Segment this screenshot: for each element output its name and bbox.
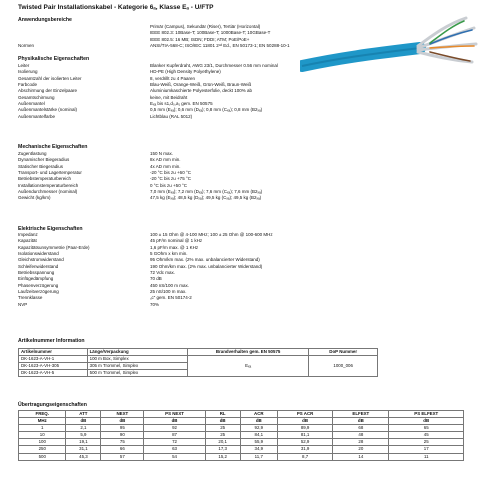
spec-row: IEEE 802.3: 10Base-T; 100Base-T; 1000Base-T; 10GBase-T: [150, 30, 271, 36]
col-header: RL: [205, 411, 240, 418]
section-heading-anwendung: Anwendungsbereiche: [18, 17, 72, 23]
spec-row: Leiter Blanker Kupferdraht, AWG 23/1, Durchmesser 0.56 mm nominal: [18, 63, 278, 68]
cell: 66: [101, 446, 144, 453]
col-header: Brandverhalten gem. EN 50575: [187, 349, 308, 356]
col-header: ATT: [66, 411, 101, 418]
transmission-table: [18, 410, 464, 461]
cell: 25: [205, 432, 240, 439]
spec-row: Impedanz 100 ± 15 Ohm @ 4-100 MHz; 100 ± 25 Ohm @ 100-600 MHz: [18, 232, 273, 237]
col-header: NEXT: [101, 411, 144, 418]
cell: 45,3: [66, 453, 101, 460]
unit-cell: dB: [144, 418, 205, 425]
spec-row: Isolierung HD-PE (High Density Polyethylene): [18, 69, 221, 75]
cell: 84,1: [240, 432, 277, 439]
spec-row: Laufzeitverzögerung 25 nS/100 m max.: [18, 289, 187, 295]
table-header-row: [19, 349, 378, 356]
cell: 14: [333, 453, 389, 460]
cell: 90: [101, 432, 144, 439]
col-header: PS NEXT: [144, 411, 205, 418]
cell-dop-nummer: 1000_006: [309, 356, 378, 377]
table-row: [19, 356, 378, 363]
spec-row: Gesamtschirmung keine, mit Beidraht: [18, 94, 188, 100]
section-mechanisch: [18, 151, 308, 202]
section-heading-uebertragung: Übertragungseigenschaften: [18, 402, 87, 408]
cell: 20: [333, 446, 389, 453]
spec-row: Transport- und Lagertemperatur -20 °C bis zu +60 °C: [18, 170, 191, 176]
spec-row: Trennklasse „c“ gem. EN 50174-2: [18, 295, 192, 301]
cell-laenge: 100 m Box, Simplex: [87, 356, 187, 363]
spec-row: Phasenverzögerung 450 nS/100 m max.: [18, 282, 190, 288]
cell: 95: [101, 425, 144, 432]
col-header: ELFEXT: [333, 411, 389, 418]
cell: 2,1: [66, 425, 101, 432]
section-heading-physikalisch: Physikalische Eigenschaften: [18, 56, 90, 62]
cell-artikelnummer: DK-1623-A-VH-5: [19, 370, 88, 377]
cell: 45: [389, 432, 464, 439]
col-header: DoP Nummer: [309, 349, 378, 356]
spec-row: Außendurchmesser (nominal) 7,0 mm (Eₓₐ); 7,2 mm (Dₓₐ); 7,6 mm (Cₓₐ); 7,6 mm (B2ₓₐ): [18, 189, 263, 195]
cell: 65: [389, 425, 464, 432]
cell-brandverhalten: Eₓₐ: [187, 356, 308, 377]
unit-cell: dB: [389, 418, 464, 425]
cell-artikelnummer: DK-1623-A-VH-1: [19, 356, 88, 363]
spec-row: Außenmantel Eₓₐ bis s1,d₀,a₁ gem. EN 50575: [18, 101, 213, 107]
cell: 87: [144, 432, 205, 439]
section-elektrisch: [18, 232, 308, 308]
col-header: Artikelnummer: [19, 349, 88, 356]
col-header: PS ELFEXT: [389, 411, 464, 418]
cell: 500: [19, 453, 66, 460]
unit-cell: dB: [66, 418, 101, 425]
cell: 31,1: [66, 446, 101, 453]
col-header: Länge/Verpackung: [87, 349, 187, 356]
spec-row: Statischer Biegeradius 4x AD mm min.: [18, 163, 181, 169]
cell-laenge: 500 m Trommel, Simplex: [87, 370, 187, 377]
spec-row: Betriebsspannung 72 Vdc max.: [18, 270, 176, 276]
cell: 100: [19, 439, 66, 446]
cell: 10: [19, 432, 66, 439]
cell: 20,1: [205, 439, 240, 446]
cell: 92,9: [240, 425, 277, 432]
spec-row: Zugentlastung 150 N max.: [18, 151, 174, 156]
spec-row: Dynamischer Biegeradius 8x AD mm min.: [18, 157, 181, 163]
section-heading-mechanisch: Mechanische Eigenschaften: [18, 144, 88, 150]
spec-row: Gleichstromwiderstand 95 Ohm/km max. (2% max. unbalancierter Widerstand): [18, 257, 260, 263]
unit-cell: dB: [205, 418, 240, 425]
cell: 92: [144, 425, 205, 432]
cell: 52,9: [277, 439, 332, 446]
cell-laenge: 305 m Trommel, Simplex: [87, 363, 187, 370]
cell: 25: [389, 439, 464, 446]
col-header: FREQ.: [19, 411, 66, 418]
spec-row: Abschirmung der Einzelpaare Aluminiumkaschierte Polyesterfolie, deckt 100% ab: [18, 88, 253, 94]
cell: 68: [333, 425, 389, 432]
table-row: [19, 453, 464, 460]
cell: 81,1: [277, 432, 332, 439]
cell: 57: [101, 453, 144, 460]
cell: 63: [144, 446, 205, 453]
unit-cell: dB: [240, 418, 277, 425]
section-heading-elektrisch: Elektrische Eigenschaften: [18, 226, 83, 232]
spec-row: Kapazität 45 pF/m nominal @ 1 kHz: [18, 238, 203, 244]
unit-cell: dB: [333, 418, 389, 425]
spec-row: Gesamtzahl der isolierten Leiter 8, verdrillt zu 4 Paaren: [18, 75, 196, 81]
spec-row: Außenmantelstärke (nominal) 0,5 mm (Eₓₐ); 0,6 mm (Dₓₐ); 0,8 mm (Cₓₐ); 0,8 mm (B2ₓₐ): [18, 107, 263, 113]
cell: 11,7: [240, 453, 277, 460]
cell: 5,9: [66, 432, 101, 439]
cell: 250: [19, 446, 66, 453]
cell: 72: [144, 439, 205, 446]
spec-row: Gewicht (kg/km) 47,5 kg (Eₓₐ); 48,5 kg (Dₓₐ); 49,5 kg (Cₓₐ); 49,5 kg (B2ₓₐ): [18, 195, 262, 201]
col-header: ACR: [240, 411, 277, 418]
unit-cell: dB: [101, 418, 144, 425]
col-header: PS ACR: [277, 411, 332, 418]
table-row: [19, 446, 464, 453]
cell-artikelnummer: DK-1623-A-VH-305: [19, 363, 88, 370]
cell: 1: [19, 425, 66, 432]
section-physikalisch: [18, 63, 308, 120]
cell: 17,3: [205, 446, 240, 453]
spec-row: Außenmantelfarbe Lichtblau (RAL 5012): [18, 113, 193, 119]
section-heading-artikel: Artikelnummer Information: [18, 338, 85, 344]
spec-row: Einfügedämpfung 70 dB: [18, 276, 162, 282]
cell: 54: [144, 453, 205, 460]
table-header-row: [19, 411, 464, 418]
unit-cell: dB: [277, 418, 332, 425]
table-row: [19, 439, 464, 446]
cell: 89,9: [277, 425, 332, 432]
spec-row: Primär (Campus), Sekundär (Riser), Tertiär (Horizontal): [150, 24, 261, 29]
spec-row: Normen ANSI/TIA-568-C; ISO/IEC 11801 2ⁿᵈ Ed., EN 50173-1; EN 50288-10-1: [18, 43, 290, 49]
units-row: [19, 418, 464, 425]
cell: 11: [389, 453, 464, 460]
cable-illustration: [300, 14, 478, 84]
article-table: [18, 348, 378, 377]
spec-row: Betriebstemperaturbereich -20 °C bis zu +75 °C: [18, 176, 191, 182]
table-row: [19, 432, 464, 439]
unit-cell: MHz: [19, 418, 66, 425]
table-row: [19, 425, 464, 432]
spec-row: IEEE 802.5: 16 MB; ISDN; FDDI; ATM; PoE/PoE+: [150, 36, 250, 42]
cell: 25: [205, 425, 240, 432]
spec-row: Installationstemperaturbereich 0 °C bis zu +50 °C: [18, 182, 187, 188]
cell: 8,7: [277, 453, 332, 460]
spec-row: Farbcode Blau-Weiß, Orange-Weiß, Grün-Weiß, Braun-Weiß: [18, 82, 252, 88]
cell: 48: [333, 432, 389, 439]
spec-row: Schleifenwiderstand 190 Ohm/km max. (2% max. unbalancierter Widerstand): [18, 263, 263, 269]
section-anwendung: [18, 24, 308, 49]
spec-row: Isolationswiderstand 5 GOhm x km min.: [18, 251, 188, 257]
cell: 17: [389, 446, 464, 453]
spec-row: NVP 70%: [18, 301, 160, 307]
spec-row: Kapazitätsunsymmetrie (Paar-Erde) 1,6 pF/m max. @ 1 KHz: [18, 244, 199, 250]
cell: 55,9: [240, 439, 277, 446]
cell: 28: [333, 439, 389, 446]
cell: 15,2: [205, 453, 240, 460]
cell: 19,1: [66, 439, 101, 446]
cell: 31,9: [277, 446, 332, 453]
page-title: Twisted Pair Installationskabel - Kategorie 6ₐ, Klasse Eₐ - U/FTP: [18, 4, 214, 11]
cell: 34,9: [240, 446, 277, 453]
cell: 75: [101, 439, 144, 446]
